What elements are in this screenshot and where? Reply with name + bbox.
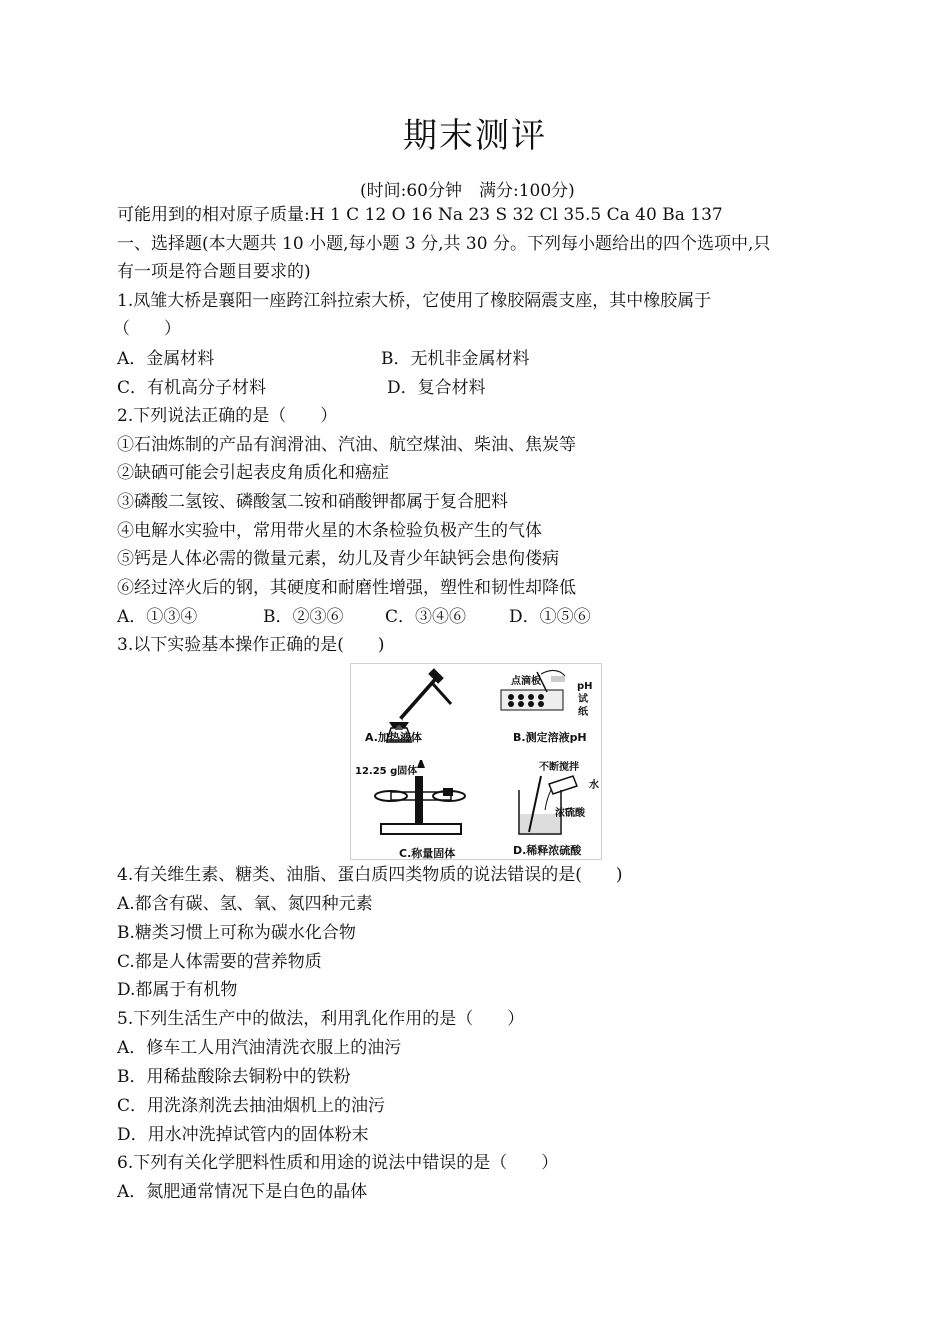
question-2-statement-1: ①石油炼制的产品有润滑油、汽油、航空煤油、柴油、焦炭等 xyxy=(117,435,576,455)
question-2-statement-6: ⑥经过淬火后的钢，其硬度和耐磨性增强，塑性和韧性却降低 xyxy=(117,578,576,598)
label-conc-acid: 浓硫酸 xyxy=(555,808,585,819)
label-ph: pH xyxy=(577,681,593,692)
question-1-paren: （ ） xyxy=(113,319,181,339)
question-2-statement-5: ⑤钙是人体必需的微量元素，幼儿及青少年缺钙会患佝偻病 xyxy=(117,549,559,569)
question-2-statement-3: ③磷酸二氢铵、磷酸氢二铵和硝酸钾都属于复合肥料 xyxy=(117,492,508,512)
question-6-stem: 6.下列有关化学肥料性质和用途的说法中错误的是（ ） xyxy=(117,1153,559,1173)
question-5-option-a: A．修车工人用汽油清洗衣服上的油污 xyxy=(117,1038,402,1058)
caption-d: D.稀释浓硫酸 xyxy=(513,844,582,857)
page-title: 期末测评 xyxy=(403,116,547,156)
label-stir: 不断搅拌 xyxy=(539,762,579,773)
question-1-option-d: D．复合材料 xyxy=(387,378,486,398)
caption-c: C.称量固体 xyxy=(399,847,456,859)
question-4-option-a: A.都含有碳、氢、氧、氮四种元素 xyxy=(117,894,373,914)
question-5-option-c: C．用洗涤剂洗去抽油烟机上的油污 xyxy=(117,1096,386,1116)
question-2-option-c: C．③④⑥ xyxy=(385,607,467,627)
question-1-option-a: A．金属材料 xyxy=(117,349,215,369)
question-3-stem: 3.以下实验基本操作正确的是( ) xyxy=(117,635,385,655)
question-5-stem: 5.下列生活生产中的做法，利用乳化作用的是（ ） xyxy=(117,1009,525,1029)
question-4-stem: 4.有关维生素、糖类、油脂、蛋白质四类物质的说法错误的是( ) xyxy=(117,865,623,885)
question-2-statement-2: ②缺硒可能会引起表皮角质化和癌症 xyxy=(117,463,389,483)
question-2-option-a: A．①③④ xyxy=(117,607,198,627)
question-2-option-d: D．①⑤⑥ xyxy=(509,607,591,627)
question-6-option-a: A．氮肥通常情况下是白色的晶体 xyxy=(117,1182,368,1202)
label-spot-plate: 点滴板 xyxy=(511,676,541,687)
question-2-stem: 2.下列说法正确的是（ ） xyxy=(117,406,338,426)
question-2-option-b: B．②③⑥ xyxy=(263,607,344,627)
question-4-option-b: B.糖类习惯上可称为碳水化合物 xyxy=(117,923,356,943)
question-5-option-d: D．用水冲洗掉试管内的固体粉末 xyxy=(117,1125,369,1145)
question-5-option-b: B．用稀盐酸除去铜粉中的铁粉 xyxy=(117,1067,351,1087)
dilution-illustration xyxy=(519,776,577,834)
section-heading-line1: 一、选择题(本大题共 10 小题,每小题 3 分,共 30 分。下列每小题给出的四个选项中,只 xyxy=(117,234,771,254)
caption-b: B.测定溶液pH xyxy=(513,731,587,744)
caption-a: A.加热液体 xyxy=(365,731,422,744)
section-heading-line2: 有一项是符合题目要求的) xyxy=(117,262,311,282)
label-ph-test: 试 xyxy=(578,694,588,705)
question-1-stem: 1.凤雏大桥是襄阳一座跨江斜拉索大桥，它使用了橡胶隔震支座，其中橡胶属于 xyxy=(117,291,712,311)
question-1-option-c: C．有机高分子材料 xyxy=(117,378,267,398)
label-solid-mass: 12.25 g固体 xyxy=(355,766,418,777)
question-1-option-b: B．无机非金属材料 xyxy=(381,349,530,369)
lab-operations-figure xyxy=(350,663,602,860)
question-4-option-c: C.都是人体需要的营养物质 xyxy=(117,952,322,972)
label-ph-paper: 纸 xyxy=(578,707,588,718)
atomic-masses-line: 可能用到的相对原子质量:H 1 C 12 O 16 Na 23 S 32 Cl 35.5 Ca 40 Ba 137 xyxy=(117,205,723,225)
label-water: 水 xyxy=(589,780,599,791)
question-2-statement-4: ④电解水实验中，常用带火星的木条检验负极产生的气体 xyxy=(117,521,542,541)
exam-time-score: (时间:60分钟 满分:100分) xyxy=(360,181,575,201)
lab-operations-diagram xyxy=(351,664,601,859)
question-4-option-d: D.都属于有机物 xyxy=(117,980,238,1000)
